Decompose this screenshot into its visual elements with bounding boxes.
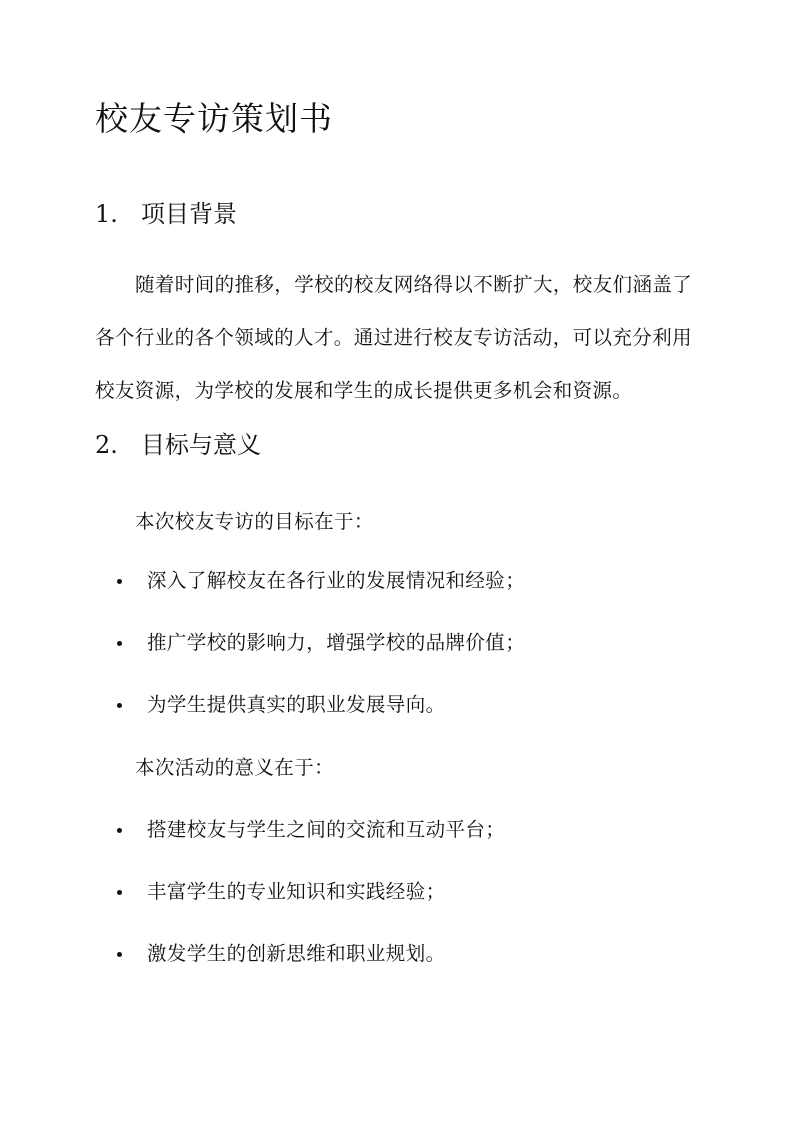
- list-item-text: 推广学校的影响力，增强学校的品牌价值；: [147, 631, 526, 654]
- list-item: [115, 877, 505, 939]
- list-item: [115, 690, 525, 752]
- list-item: [115, 815, 505, 877]
- bullet-dot-icon: [117, 890, 122, 895]
- list-item-text: 深入了解校友在各行业的发展情况和经验；: [147, 569, 526, 592]
- section-number: 1.: [95, 200, 118, 228]
- list-item-text: 为学生提供真实的职业发展导向。: [147, 693, 446, 716]
- goals-intro: 本次校友专访的目标在于：: [135, 510, 374, 533]
- bullet-dot-icon: [117, 703, 122, 708]
- bullet-dot-icon: [117, 641, 122, 646]
- document-title: 校友专访策划书: [95, 99, 333, 138]
- bullet-dot-icon: [117, 579, 122, 584]
- significance-intro: 本次活动的意义在于：: [135, 756, 335, 779]
- list-item-text: 丰富学生的专业知识和实践经验；: [147, 880, 446, 903]
- list-item: [115, 566, 525, 628]
- list-item: [115, 628, 525, 690]
- list-item-text: 激发学生的创新思维和职业规划。: [147, 942, 446, 965]
- section-number: 2.: [95, 431, 118, 459]
- goals-list: [115, 566, 525, 752]
- significance-list: [115, 815, 505, 1001]
- section-heading-background: [95, 198, 237, 230]
- list-item-text: 搭建校友与学生之间的交流和互动平台；: [147, 818, 506, 841]
- list-item: [115, 939, 505, 1001]
- section-heading-goals: [95, 429, 261, 461]
- section-title: 目标与意义: [141, 431, 261, 459]
- section-title: 项目背景: [141, 200, 237, 228]
- bullet-dot-icon: [117, 952, 122, 957]
- background-paragraph: 随着时间的推移，学校的校友网络得以不断扩大，校友们涵盖了各个行业的各个领域的人才。通过进行校友专访活动，可以充分利用校友资源，为学校的发展和学生的成长提供更多机会和资源。: [95, 273, 693, 402]
- bullet-dot-icon: [117, 828, 122, 833]
